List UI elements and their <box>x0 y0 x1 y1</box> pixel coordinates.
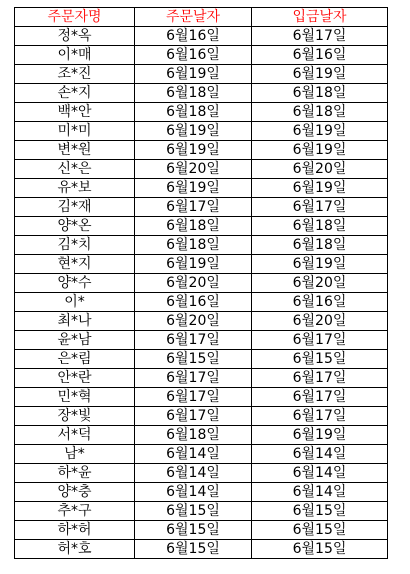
deposit-date-cell[interactable]: 6월19일 <box>252 122 388 141</box>
deposit-date-cell[interactable]: 6월18일 <box>252 84 388 103</box>
table-row <box>15 502 388 521</box>
order-date-cell[interactable]: 6월18일 <box>135 84 252 103</box>
order-date-cell[interactable]: 6월14일 <box>135 483 252 502</box>
deposit-date-cell[interactable]: 6월14일 <box>252 464 388 483</box>
table-row <box>15 27 388 46</box>
order-date-cell[interactable]: 6월17일 <box>135 198 252 217</box>
order-date-cell[interactable]: 6월17일 <box>135 407 252 426</box>
order-date-cell[interactable]: 6월18일 <box>135 426 252 445</box>
orderer-name-cell[interactable]: 김*치 <box>15 236 135 255</box>
orderer-name-cell[interactable]: 조*진 <box>15 65 135 84</box>
orderer-name-cell[interactable]: 정*옥 <box>15 27 135 46</box>
order-date-cell[interactable]: 6월19일 <box>135 255 252 274</box>
table-row <box>15 255 388 274</box>
orderer-name-cell[interactable]: 백*안 <box>15 103 135 122</box>
table-row <box>15 312 388 331</box>
order-date-cell[interactable]: 6월14일 <box>135 445 252 464</box>
table-row <box>15 46 388 65</box>
orderer-name-cell[interactable]: 은*림 <box>15 350 135 369</box>
table-row <box>15 179 388 198</box>
orderer-name-cell[interactable]: 김*재 <box>15 198 135 217</box>
order-date-cell[interactable]: 6월18일 <box>135 103 252 122</box>
deposit-date-cell[interactable]: 6월15일 <box>252 350 388 369</box>
table-row <box>15 160 388 179</box>
table-row <box>15 464 388 483</box>
order-date-cell[interactable]: 6월16일 <box>135 293 252 312</box>
table-row <box>15 141 388 160</box>
orderer-name-cell[interactable]: 손*지 <box>15 84 135 103</box>
table-row <box>15 331 388 350</box>
order-date-cell[interactable]: 6월15일 <box>135 521 252 540</box>
orderer-name-cell[interactable]: 허*호 <box>15 540 135 559</box>
deposit-date-cell[interactable]: 6월17일 <box>252 407 388 426</box>
orderer-name-cell[interactable]: 양*수 <box>15 274 135 293</box>
deposit-date-cell[interactable]: 6월18일 <box>252 217 388 236</box>
table-row <box>15 65 388 84</box>
deposit-date-cell[interactable]: 6월19일 <box>252 141 388 160</box>
order-date-cell[interactable]: 6월19일 <box>135 122 252 141</box>
deposit-date-cell[interactable]: 6월20일 <box>252 160 388 179</box>
orderer-name-cell[interactable]: 남* <box>15 445 135 464</box>
deposit-date-cell[interactable]: 6월17일 <box>252 331 388 350</box>
table-row <box>15 274 388 293</box>
order-date-cell[interactable]: 6월15일 <box>135 502 252 521</box>
orderer-name-cell[interactable]: 이* <box>15 293 135 312</box>
table-row <box>15 521 388 540</box>
table-row <box>15 388 388 407</box>
table-row <box>15 198 388 217</box>
orderer-name-cell[interactable]: 하*허 <box>15 521 135 540</box>
deposit-date-cell[interactable]: 6월14일 <box>252 445 388 464</box>
deposit-date-cell[interactable]: 6월19일 <box>252 255 388 274</box>
deposit-date-cell[interactable]: 6월14일 <box>252 483 388 502</box>
deposit-date-cell[interactable]: 6월16일 <box>252 46 388 65</box>
order-date-cell[interactable]: 6월18일 <box>135 217 252 236</box>
payment-table <box>14 7 388 559</box>
deposit-date-cell[interactable]: 6월19일 <box>252 179 388 198</box>
order-date-cell[interactable]: 6월19일 <box>135 65 252 84</box>
table-row <box>15 426 388 445</box>
deposit-date-cell[interactable]: 6월15일 <box>252 521 388 540</box>
deposit-date-cell[interactable]: 6월17일 <box>252 198 388 217</box>
deposit-date-cell[interactable]: 6월17일 <box>252 27 388 46</box>
order-date-cell[interactable]: 6월15일 <box>135 540 252 559</box>
deposit-date-cell[interactable]: 6월18일 <box>252 103 388 122</box>
orderer-name-cell[interactable]: 유*보 <box>15 179 135 198</box>
orderer-name-cell[interactable]: 추*구 <box>15 502 135 521</box>
orderer-name-cell[interactable]: 민*혁 <box>15 388 135 407</box>
header-row <box>15 8 388 27</box>
deposit-date-cell[interactable]: 6월17일 <box>252 388 388 407</box>
header-order-date[interactable]: 주문날자 <box>135 8 252 27</box>
deposit-date-cell[interactable]: 6월15일 <box>252 502 388 521</box>
table-row <box>15 407 388 426</box>
table-row <box>15 103 388 122</box>
deposit-date-cell[interactable]: 6월19일 <box>252 65 388 84</box>
table-row <box>15 122 388 141</box>
orderer-name-cell[interactable]: 장*빛 <box>15 407 135 426</box>
deposit-date-cell[interactable]: 6월19일 <box>252 426 388 445</box>
order-date-cell[interactable]: 6월19일 <box>135 141 252 160</box>
orderer-name-cell[interactable]: 현*지 <box>15 255 135 274</box>
order-date-cell[interactable]: 6월20일 <box>135 274 252 293</box>
orderer-name-cell[interactable]: 윤*남 <box>15 331 135 350</box>
table-body <box>15 27 388 559</box>
table-row <box>15 84 388 103</box>
deposit-date-cell[interactable]: 6월18일 <box>252 236 388 255</box>
table-row <box>15 350 388 369</box>
table-row <box>15 369 388 388</box>
deposit-date-cell[interactable]: 6월15일 <box>252 540 388 559</box>
table-row <box>15 236 388 255</box>
order-date-cell[interactable]: 6월17일 <box>135 369 252 388</box>
table-row <box>15 293 388 312</box>
order-date-cell[interactable]: 6월17일 <box>135 388 252 407</box>
table-row <box>15 483 388 502</box>
orderer-name-cell[interactable]: 신*은 <box>15 160 135 179</box>
orderer-name-cell[interactable]: 하*윤 <box>15 464 135 483</box>
table-row <box>15 445 388 464</box>
order-date-cell[interactable]: 6월19일 <box>135 179 252 198</box>
header-orderer-name[interactable]: 주문자명 <box>15 8 135 27</box>
deposit-date-cell[interactable]: 6월20일 <box>252 312 388 331</box>
deposit-date-cell[interactable]: 6월16일 <box>252 293 388 312</box>
table-row <box>15 540 388 559</box>
order-date-cell[interactable]: 6월15일 <box>135 350 252 369</box>
orderer-name-cell[interactable]: 변*원 <box>15 141 135 160</box>
table-row <box>15 217 388 236</box>
orderer-name-cell[interactable]: 양*충 <box>15 483 135 502</box>
order-date-cell[interactable]: 6월16일 <box>135 27 252 46</box>
order-date-cell[interactable]: 6월16일 <box>135 46 252 65</box>
deposit-date-cell[interactable]: 6월17일 <box>252 369 388 388</box>
order-date-cell[interactable]: 6월20일 <box>135 160 252 179</box>
orderer-name-cell[interactable]: 양*온 <box>15 217 135 236</box>
header-deposit-date[interactable]: 입금날자 <box>252 8 388 27</box>
orderer-name-cell[interactable]: 미*미 <box>15 122 135 141</box>
orderer-name-cell[interactable]: 안*란 <box>15 369 135 388</box>
order-date-cell[interactable]: 6월20일 <box>135 312 252 331</box>
order-date-cell[interactable]: 6월18일 <box>135 236 252 255</box>
order-date-cell[interactable]: 6월14일 <box>135 464 252 483</box>
orderer-name-cell[interactable]: 최*나 <box>15 312 135 331</box>
orderer-name-cell[interactable]: 서*덕 <box>15 426 135 445</box>
order-date-cell[interactable]: 6월17일 <box>135 331 252 350</box>
orderer-name-cell[interactable]: 이*매 <box>15 46 135 65</box>
deposit-date-cell[interactable]: 6월20일 <box>252 274 388 293</box>
